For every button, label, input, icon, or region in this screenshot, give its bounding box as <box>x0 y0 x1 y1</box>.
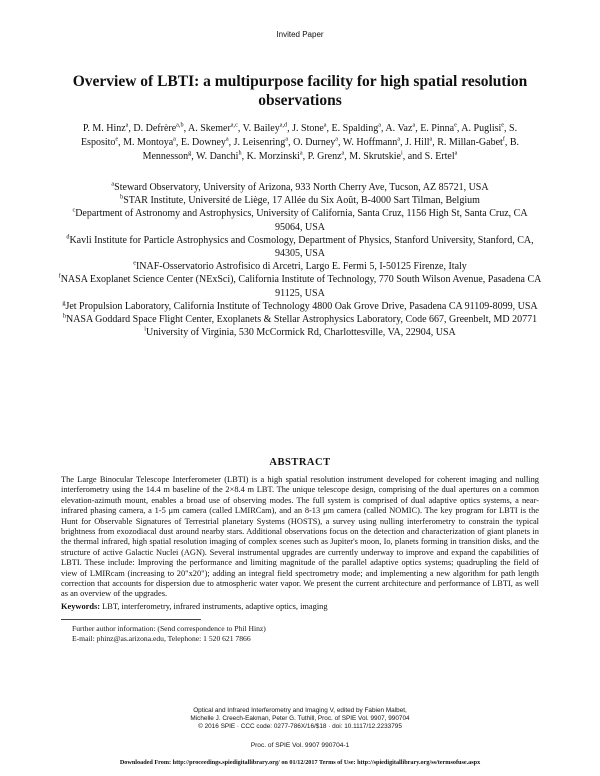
footnote-correspondence: Further author information: (Send correspondence to Phil Hinz) <box>72 624 266 633</box>
author: O. Durney <box>293 137 336 148</box>
author: V. Bailey <box>242 123 280 134</box>
affiliation-list <box>58 181 542 339</box>
author-affiliation-mark: a <box>454 149 458 157</box>
author: S. Ertel <box>424 151 455 162</box>
affiliation-mark: i <box>144 325 146 333</box>
author: B. Mennesson <box>142 137 520 162</box>
author-affiliation-mark: a <box>125 121 129 129</box>
author-affiliation-mark: a <box>341 149 345 157</box>
download-note: Downloaded From: http://proceedings.spiedigitallibrary.org/ on 01/12/2017 Terms of Use: http://spiedigitallibrary.org/ss/termsofuse.aspx <box>119 759 481 766</box>
affiliation <box>58 260 542 273</box>
affiliation-mark: a <box>111 180 115 188</box>
author-list: P. M. Hinz$^a$, D. Defrère$^{a,b}$, A. Skemer$^{a,c}$, V. Bailey$^{a,d}$, J. Stone$^a$, E. Spalding$^a$, A. Vaz$^a$, E. Pinna$^e$, A. Puglisi$^e$, S. Esposito$^e$, M. Montoya$^a$, E. Downey$^a$, J. Leisenring$^a$, O. Durney$^a$, W. Hoffmann$^a$, J. Hill$^a$, R. Millan-Gabet$^f$, B. Mennesson$^g$, W. Danchi$^h$, K. Morzinski$^a$, P. Grenz$^a$, M. Skrutskie$^i$, and S. Ertel$^a$ <box>80 121 520 162</box>
author-affiliation-mark: a,c <box>230 121 238 129</box>
author-affiliation-mark: a <box>323 121 327 129</box>
affiliation-text: NASA Exoplanet Science Center (NExSci), California Institute of Technology, 770 South Wilson Avenue, Pasadena CA 91125, USA <box>60 274 542 299</box>
affiliation <box>58 300 542 313</box>
proceedings-page-ref: Proc. of SPIE Vol. 9907 990704-1 <box>250 742 350 749</box>
keywords <box>61 602 539 611</box>
author: A. Skemer <box>188 123 231 134</box>
author-affiliation-mark: e <box>454 121 457 129</box>
affiliation-text: STAR Institute, Université de Liège, 17 Allée du Six Août, B-4000 Sart Tilman, Belgium <box>123 195 480 207</box>
author: E. Pinna <box>420 123 455 134</box>
affiliation-mark: c <box>72 207 76 215</box>
conference-line-1: Optical and Infrared Interferometry and Imaging V, edited by Fabien Malbet, <box>193 707 407 714</box>
author-affiliation-mark: a <box>429 135 433 143</box>
author-affiliation-mark: a <box>225 135 229 143</box>
affiliation-mark: d <box>66 233 70 241</box>
affiliation-text: Department of Astronomy and Astrophysics, University of California, Santa Cruz, 1156 High St, Santa Cruz, CA 95064, USA <box>75 208 528 233</box>
author-affiliation-mark: a <box>173 135 176 143</box>
affiliation-mark: g <box>62 299 66 307</box>
conference-citation <box>0 707 600 731</box>
author: D. Defrère <box>133 123 177 134</box>
affiliation-text: NASA Goddard Space Flight Center, Exoplanets & Stellar Astrophysics Laboratory, Code 667, Greenbelt, MD 20771 <box>65 314 538 326</box>
author: W. Hoffmann <box>342 137 398 148</box>
author: S. Esposito <box>80 123 518 148</box>
author-affiliation-mark: a,b <box>176 121 184 129</box>
conference-line-3: © 2016 SPIE · CCC code: 0277-786X/16/$18 · doi: 10.1117/12.2233795 <box>198 723 402 730</box>
author: P. Grenz <box>307 151 342 162</box>
keywords-label: Keywords: <box>61 602 101 611</box>
affiliation <box>58 207 542 233</box>
author-affiliation-mark: i <box>400 149 403 157</box>
affiliation-text: Kavli Institute for Particle Astrophysics and Cosmology, Department of Physics, Stanford University, Stanford, CA, 94305, USA <box>69 234 534 260</box>
footnote-contact: E-mail: phinz@as.arizona.edu, Telephone: 1 520 621 7866 <box>72 634 251 643</box>
author-affiliation-mark: a,d <box>279 121 288 129</box>
affiliation-text: Jet Propulsion Laboratory, California Institute of Technology 4800 Oak Grove Drive, Pasadena CA 91109-8099, USA <box>65 300 538 312</box>
author-affiliation-mark: f <box>502 135 505 143</box>
author-affiliation-mark: e <box>501 121 505 129</box>
author: A. Puglisi <box>461 123 502 134</box>
author: E. Spalding <box>331 123 379 134</box>
author-affiliation-mark: a <box>397 135 401 143</box>
author-affiliation-mark: a <box>378 121 381 129</box>
footnote-divider <box>61 619 201 620</box>
author-affiliation-mark: a <box>285 135 289 143</box>
author-affiliation-mark: a <box>299 149 303 157</box>
affiliation-mark: h <box>62 312 66 320</box>
affiliation <box>58 273 542 299</box>
affiliation <box>58 313 542 326</box>
abstract-body: The Large Binocular Telescope Interferometer (LBTI) is a high spatial resolution instrument developed for coherent imaging and nulling interferometry using the 14.4 m baseline of the 2×8.4 m LBT. The unique telescope design, comprising of the dual apertures on a common elevation-azimuth mount, enables a broad use of observing modes. The full system is comprised of dual adaptive optics systems, a near-infrared phasing camera, a 1-5 μm camera (called LMIRCam), and an 8-13 μm camera (called NOMIC). The key program for LBTI is the Hunt for Observable Signatures of Terrestrial planetary Systems (HOSTS), a survey using nulling interferometry to constrain the typical brightness from exozodiacal dust around nearby stars. Additional observations focus on the detection and characterization of giant planets in the thermal infrared, high spatial resolution imaging of complex scenes such as Jupiter's moon, Io, planets forming in transition disks, and the structure of active Galactic Nuclei (AGN). Several instrumental upgrades are currently underway to improve and expand the capabilities of LBTI. These include: Improving the performance and limiting magnitude of the parallel adaptive optics systems; quadrupling the field of view of LMIRcam (increasing to 20"x20"); adding an integral field spectrometry mode; and implementing a new algorithm for path length correction that accounts for dispersion due to atmospheric water vapor. We present the current architecture and performance of LBTI, as well as an overview of the upgrades. <box>61 475 539 599</box>
abstract-heading: ABSTRACT <box>269 457 331 468</box>
affiliation <box>58 234 542 260</box>
affiliation <box>58 194 542 207</box>
affiliation-text: Steward Observatory, University of Arizona, 933 North Cherry Ave, Tucson, AZ 85721, USA <box>114 182 489 193</box>
footnote <box>72 624 542 644</box>
affiliation-mark: f <box>58 273 61 281</box>
author: E. Downey <box>180 137 226 148</box>
paper-title: Overview of LBTI: a multipurpose facility for high spatial resolution observations <box>72 73 528 109</box>
affiliation <box>58 326 542 339</box>
author: J. Hill <box>405 137 430 148</box>
author: K. Morzinski <box>246 151 300 162</box>
invited-paper-label: Invited Paper <box>276 30 324 39</box>
author: M. Montoya <box>123 137 174 148</box>
affiliation-mark: e <box>133 259 136 267</box>
keywords-text: LBT, interferometry, infrared instruments, adaptive optics, imaging <box>102 602 328 611</box>
conference-line-2: Michelle J. Creech-Eakman, Peter G. Tuthill, Proc. of SPIE Vol. 9907, 990704 <box>190 715 410 722</box>
author-affiliation-mark: a <box>335 135 339 143</box>
author: A. Vaz <box>385 123 413 134</box>
affiliation <box>58 181 542 194</box>
author-affiliation-mark: e <box>115 135 119 143</box>
author-affiliation-mark: a <box>412 121 416 129</box>
author: J. Leisenring <box>233 137 286 148</box>
author: R. Millan-Gabet <box>437 137 503 148</box>
author: P. M. Hinz <box>82 123 126 134</box>
affiliation-mark: b <box>120 193 124 201</box>
author: W. Danchi <box>196 151 239 162</box>
author: J. Stone <box>292 123 324 134</box>
affiliation-text: INAF-Osservatorio Astrofisico di Arcetri, Largo E. Fermi 5, I-50125 Firenze, Italy <box>135 261 467 273</box>
author-affiliation-mark: g <box>188 149 192 157</box>
affiliation-text: University of Virginia, 530 McCormick Rd, Charlottesville, VA, 22904, USA <box>145 327 456 339</box>
author-affiliation-mark: h <box>238 149 242 157</box>
author: M. Skrutskie <box>349 151 401 162</box>
